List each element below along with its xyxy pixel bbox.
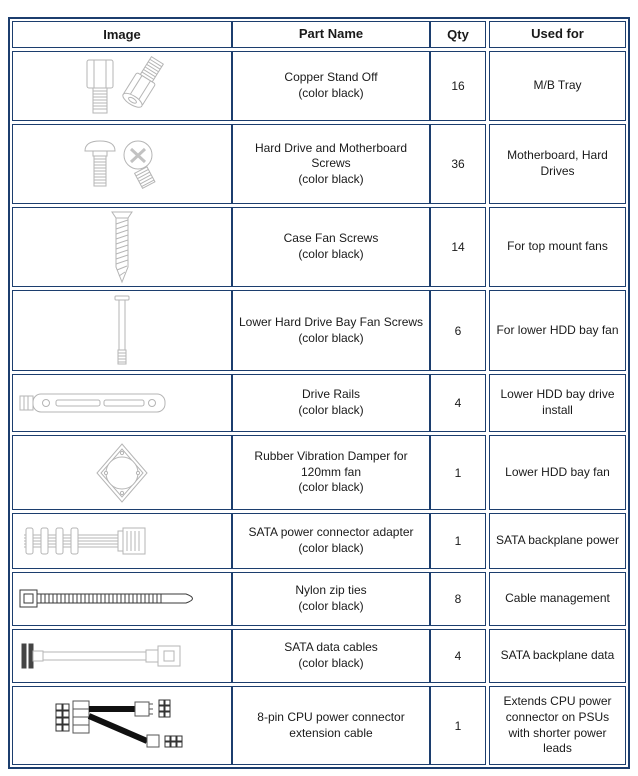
used-for-text: SATA backplane data (500, 648, 615, 663)
part-image-cell (13, 52, 233, 120)
qty-value: 36 (451, 157, 465, 171)
part-name-text: Copper Stand Off (284, 70, 378, 85)
part-image-cell (13, 687, 233, 764)
nylon-zip-tie-illustration (18, 587, 204, 611)
vibration-damper-illustration (95, 442, 149, 504)
color-note-text: (color black) (298, 541, 364, 555)
qty-value: 1 (454, 465, 462, 480)
cpu-power-extension-illustration (53, 696, 191, 756)
qty-cell (431, 573, 485, 625)
part-name-text: 8-pin CPU power connector extension cable (257, 709, 405, 740)
part-name-text: SATA power connector adapter (248, 525, 414, 540)
sata-data-cable-illustration (18, 640, 186, 672)
qty-cell (431, 630, 485, 682)
used-for-text: Extends CPU power connector on PSUs with shorter power leads (503, 694, 612, 756)
part-name-text: Nylon zip ties (295, 583, 367, 598)
color-note-text: (color black) (298, 247, 364, 261)
table-row (12, 290, 626, 371)
header-cell-qty: Qty (447, 27, 469, 42)
part-name-cell (233, 630, 431, 682)
qty-value: 4 (454, 396, 462, 410)
part-name-cell (233, 436, 431, 509)
part-image-cell (13, 125, 233, 203)
used-for-cell (489, 513, 626, 569)
table-row (12, 572, 626, 626)
table-row (12, 51, 626, 121)
used-for-text: Lower HDD bay fan (505, 464, 610, 479)
part-name-text: SATA data cables (284, 640, 378, 655)
used-for-text: For top mount fans (507, 239, 608, 254)
color-note-text: (color black) (298, 330, 364, 345)
part-name-cell (233, 208, 431, 286)
qty-cell (431, 436, 485, 509)
qty-value: 14 (451, 240, 465, 254)
part-image-cell (13, 436, 233, 509)
qty-value: 8 (454, 592, 462, 606)
table-row (12, 513, 626, 569)
table-row (12, 435, 626, 510)
qty-cell (431, 125, 485, 203)
qty-value: 1 (454, 534, 462, 548)
part-name-text: Hard Drive and Motherboard Screws (254, 140, 408, 171)
color-note-text: (color black) (298, 86, 364, 100)
used-for-text: Motherboard, Hard Drives (507, 148, 608, 178)
part-image-cell (13, 573, 233, 625)
drive-rail-illustration (18, 390, 170, 416)
color-note-text: (color black) (298, 171, 364, 186)
used-for-text: Lower HDD bay drive install (500, 387, 615, 417)
header-cell-used-for: Used for (489, 21, 626, 48)
sata-power-adapter-illustration (18, 523, 150, 559)
used-for-text: Cable management (505, 591, 610, 606)
qty-cell (431, 514, 485, 568)
part-image-cell (13, 630, 233, 682)
part-image-cell (13, 208, 233, 286)
qty-value: 1 (454, 718, 462, 733)
qty-value: 16 (451, 79, 465, 93)
color-note-text: (color black) (298, 656, 364, 670)
used-for-cell (489, 686, 626, 765)
long-fan-screw-illustration (112, 294, 132, 368)
qty-value: 6 (454, 323, 462, 338)
qty-cell (431, 687, 485, 764)
color-note-text: (color black) (298, 403, 364, 417)
table-row (12, 374, 626, 432)
part-name-cell (233, 514, 431, 568)
part-name-cell (233, 687, 431, 764)
table-row (12, 124, 626, 204)
part-name-text: Drive Rails (301, 387, 360, 402)
used-for-cell (489, 290, 626, 371)
used-for-cell (489, 51, 626, 121)
copper-standoff-illustration (74, 55, 170, 117)
used-for-cell (489, 572, 626, 626)
qty-cell (431, 208, 485, 286)
motherboard-screws-illustration (80, 136, 164, 192)
used-for-cell (489, 374, 626, 432)
header-cell-image: Image (13, 22, 233, 47)
color-note-text: (color black) (298, 599, 364, 613)
part-name-text: Case Fan Screws (283, 231, 379, 246)
part-image-cell (13, 514, 233, 568)
header-main (12, 21, 486, 48)
part-name-cell (233, 375, 431, 431)
part-name-text: Rubber Vibration Damper for 120mm fan (254, 449, 408, 479)
used-for-text: M/B Tray (533, 78, 582, 93)
table-row (12, 207, 626, 287)
part-image-cell (13, 291, 233, 370)
qty-cell (431, 52, 485, 120)
parts-table (8, 17, 630, 769)
qty-value: 4 (454, 649, 462, 663)
part-name-cell (233, 291, 431, 370)
part-name-text: Lower Hard Drive Bay Fan Screws (238, 314, 424, 329)
header-cell-part-name: Part Name (233, 22, 431, 47)
used-for-text: For lower HDD bay fan (496, 322, 619, 337)
color-note-text: (color black) (298, 480, 364, 495)
part-name-cell (233, 52, 431, 120)
used-for-text: SATA backplane power (496, 533, 619, 548)
part-name-cell (233, 125, 431, 203)
qty-cell (431, 291, 485, 370)
used-for-cell (489, 124, 626, 204)
used-for-cell (489, 207, 626, 287)
used-for-cell (489, 629, 626, 683)
case-fan-screw-illustration (107, 209, 137, 285)
header-row (12, 21, 626, 48)
used-for-cell (489, 435, 626, 510)
table-row (12, 686, 626, 765)
part-name-cell (233, 573, 431, 625)
part-image-cell (13, 375, 233, 431)
table-row (12, 629, 626, 683)
qty-cell (431, 375, 485, 431)
